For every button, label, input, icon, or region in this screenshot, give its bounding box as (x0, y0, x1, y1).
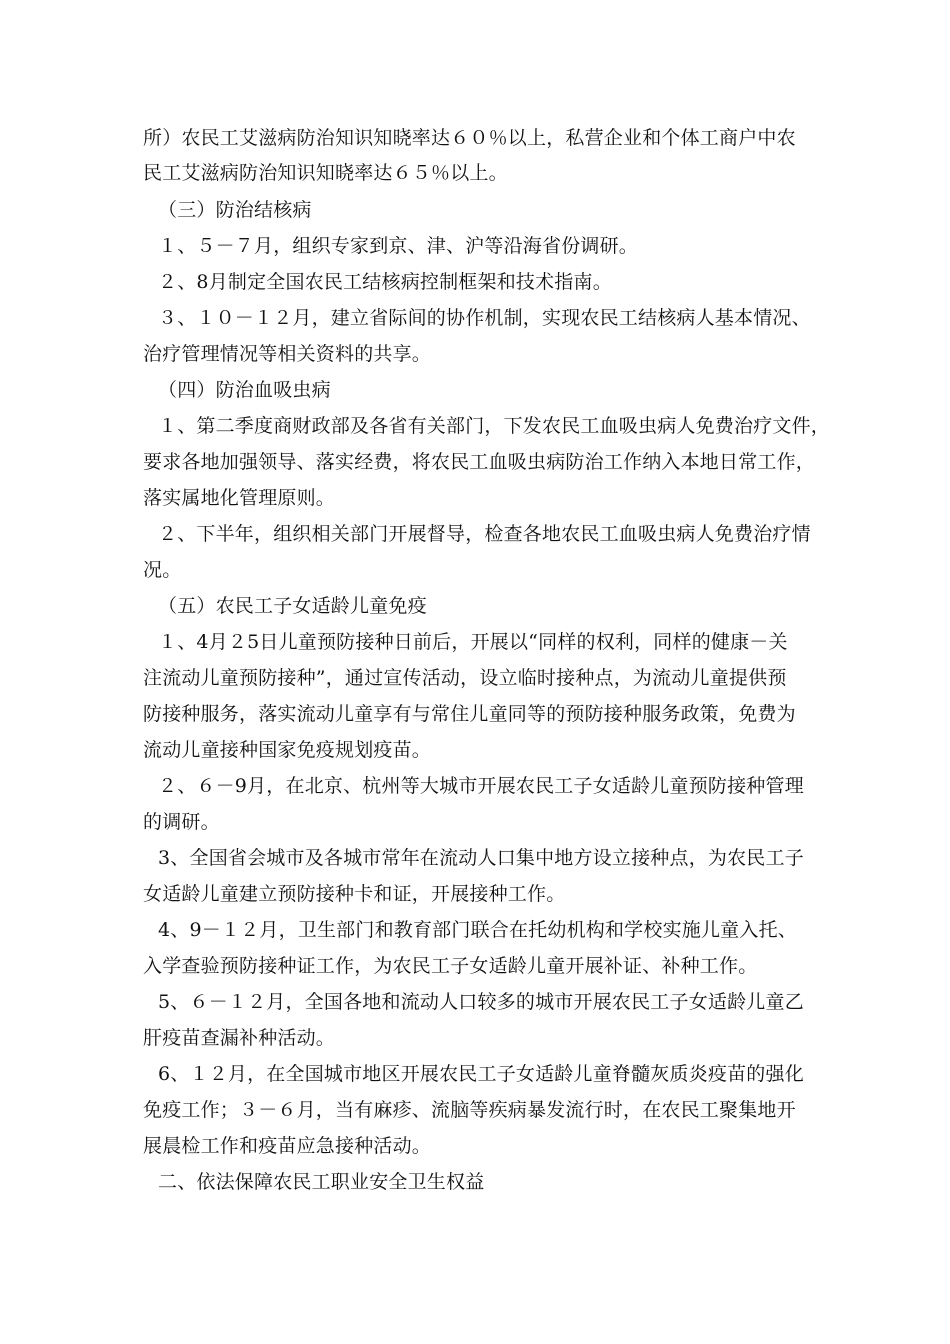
text-line: 所）农民工艾滋病防治知识知晓率达６０％以上，私营企业和个体工商户中农 (143, 127, 796, 149)
text-line: 的调研。 (143, 811, 220, 833)
text-line: 3、全国省会城市及各城市常年在流动人口集中地方设立接种点，为农民工子 (158, 847, 804, 869)
section-heading: 二、依法保障农民工职业安全卫生权益 (158, 1171, 485, 1193)
text-line: 肝疫苗查漏补种活动。 (143, 1027, 336, 1049)
text-line: 流动儿童接种国家免疫规划疫苗。 (143, 739, 432, 761)
text-line: 女适龄儿童建立预防接种卡和证，开展接种工作。 (143, 883, 566, 905)
text-line: １、4月２5日儿童预防接种日前后，开展以“同样的权利，同样的健康－关 (158, 631, 788, 653)
text-line: 4、9－１２月，卫生部门和教育部门联合在托幼机构和学校实施儿童入托、 (158, 919, 797, 941)
text-line: 况。 (143, 559, 182, 581)
text-line: ３、１０－１２月，建立省际间的协作机制，实现农民工结核病人基本情况、 (158, 307, 811, 329)
section-heading: （四）防治血吸虫病 (158, 379, 331, 401)
text-line: １、第二季度商财政部及各省有关部门，下发农民工血吸虫病人免费治疗文件， (158, 415, 831, 437)
text-line: 入学查验预防接种证工作，为农民工子女适龄儿童开展补证、补种工作。 (143, 955, 758, 977)
section-heading: （三）防治结核病 (158, 199, 312, 221)
text-line: 注流动儿童预防接种”，通过宣传活动，设立临时接种点，为流动儿童提供预 (143, 667, 787, 689)
text-line: 5、６－１２月，全国各地和流动人口较多的城市开展农民工子女适龄儿童乙 (158, 991, 804, 1013)
text-line: 展晨检工作和疫苗应急接种活动。 (143, 1135, 432, 1157)
text-line: 落实属地化管理原则。 (143, 487, 336, 509)
text-line: 治疗管理情况等相关资料的共享。 (143, 343, 432, 365)
text-line: ２、8月制定全国农民工结核病控制框架和技术指南。 (158, 271, 612, 293)
text-line: 民工艾滋病防治知识知晓率达６５％以上。 (143, 162, 508, 184)
text-line: ２、６－9月，在北京、杭州等大城市开展农民工子女适龄儿童预防接种管理 (158, 775, 804, 797)
text-line: 免疫工作；３－６月，当有麻疹、流脑等疾病暴发流行时，在农民工聚集地开 (143, 1099, 796, 1121)
text-line: 要求各地加强领导、落实经费，将农民工血吸虫病防治工作纳入本地日常工作， (143, 451, 816, 473)
section-heading: （五）农民工子女适龄儿童免疫 (158, 595, 427, 617)
text-line: 6、１２月，在全国城市地区开展农民工子女适龄儿童脊髓灰质炎疫苗的强化 (158, 1063, 804, 1085)
text-line: １、５－７月，组织专家到京、津、沪等沿海省份调研。 (158, 235, 639, 257)
text-line: ２、下半年，组织相关部门开展督导，检查各地农民工血吸虫病人免费治疗情 (158, 523, 811, 545)
text-line: 防接种服务，落实流动儿童享有与常住儿童同等的预防接种服务政策，免费为 (143, 703, 796, 725)
